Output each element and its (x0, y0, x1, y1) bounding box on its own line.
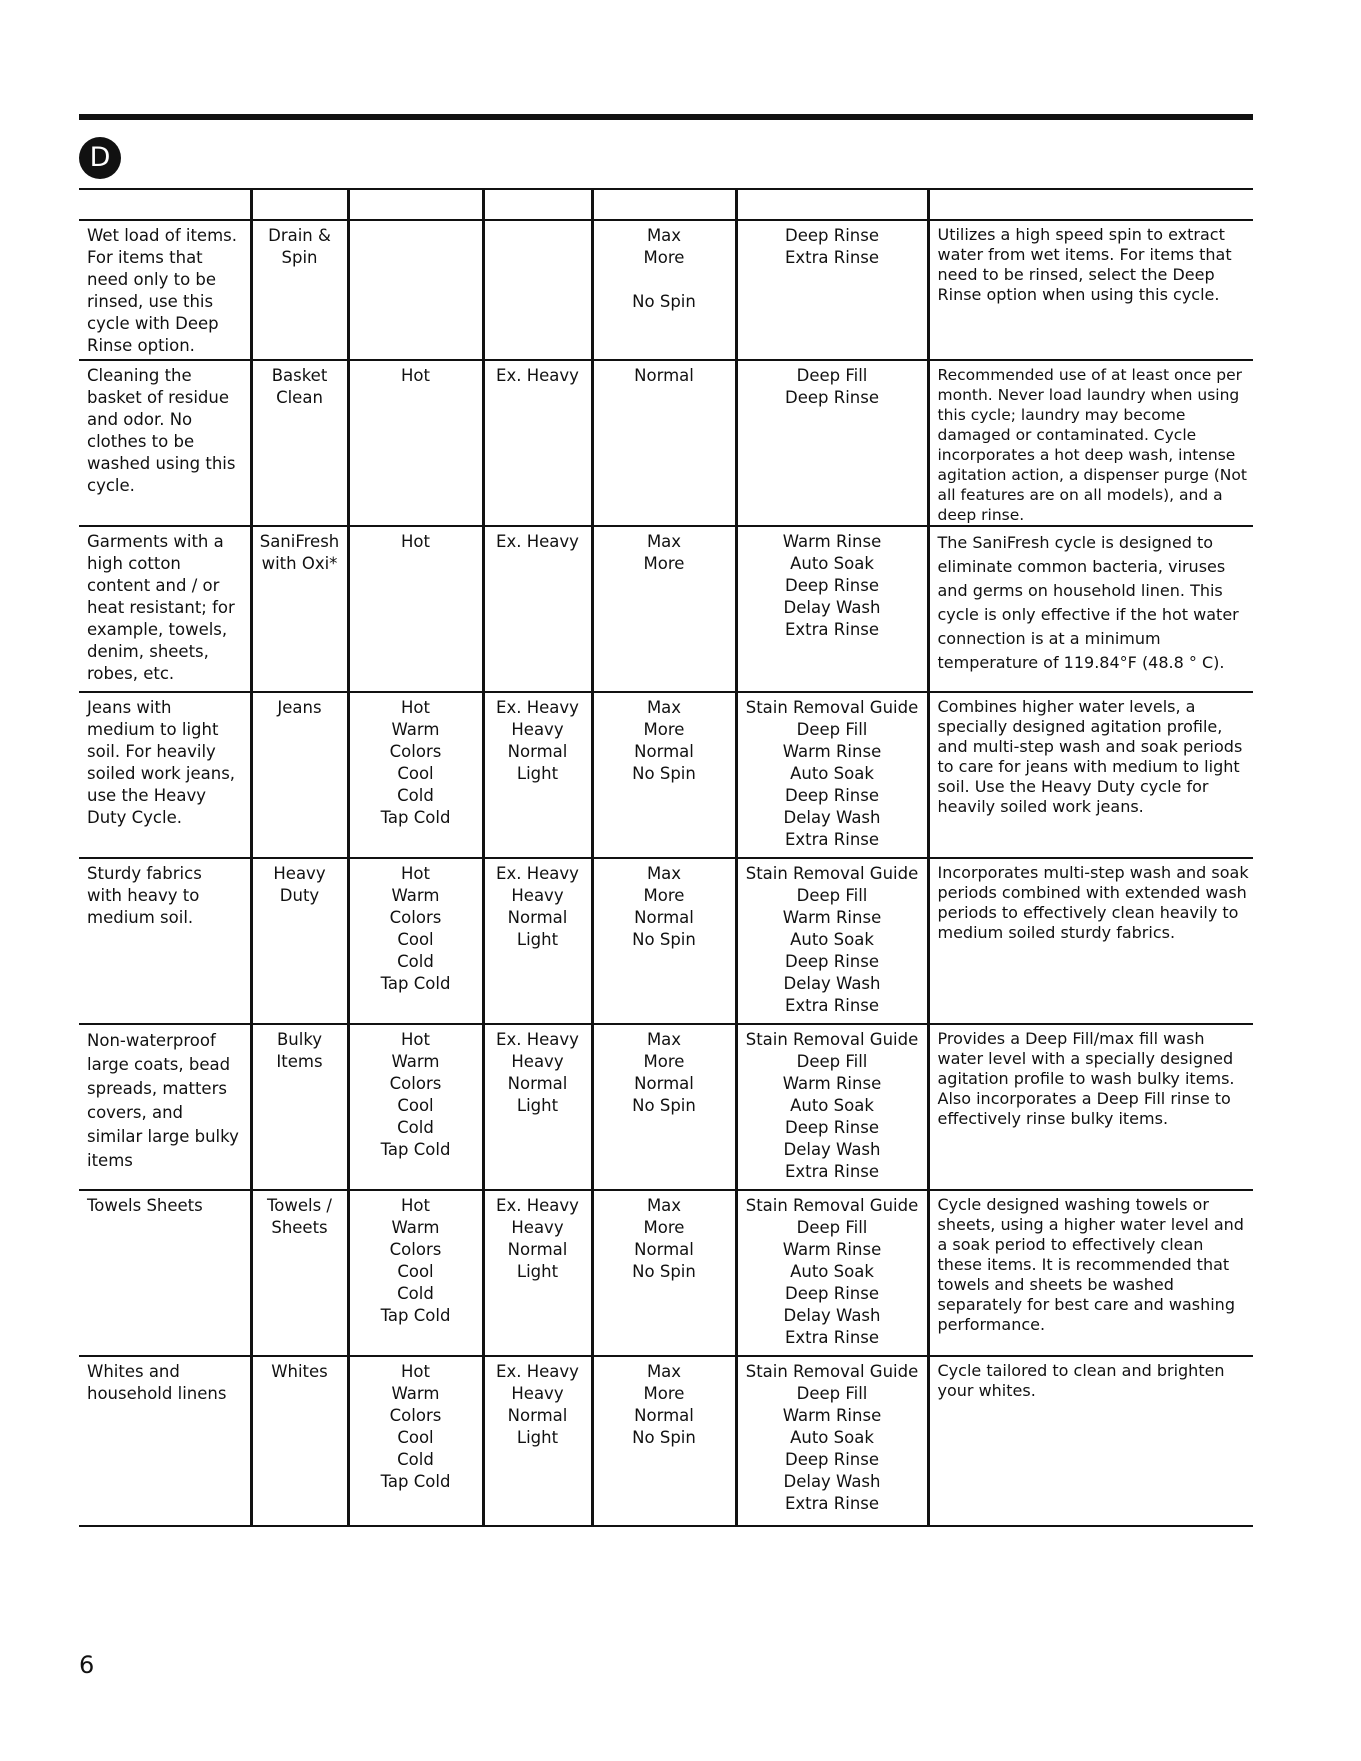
cell-line: Stain Removal Guide (745, 1030, 919, 1049)
cell-line: with Oxi* (261, 554, 338, 573)
cell-line: Auto Soak (790, 930, 874, 949)
temp-cell (348, 220, 483, 360)
cell-line: More (643, 720, 685, 739)
header-cell-what (79, 189, 251, 220)
cell-line: More (643, 554, 685, 573)
description-cell: Incorporates multi-step wash and soak periods combined with extended wash periods to effectively clean heavily to medium soiled sturdy fabrics. (928, 858, 1253, 1024)
cell-line: Max (646, 532, 682, 551)
cell-line: Warm (391, 1218, 440, 1237)
cell-line: Stain Removal Guide (745, 698, 919, 717)
cell-line: Ex. Heavy (496, 532, 579, 551)
table-row (79, 360, 1253, 526)
cell-line: Light (516, 764, 559, 783)
header-cell-cycle (251, 189, 348, 220)
cell-line: Towels / (266, 1196, 332, 1215)
temp-cell (348, 858, 483, 1024)
cell-line: Extra Rinse (784, 1328, 880, 1347)
cell-line: Ex. Heavy (496, 864, 579, 883)
description-cell: The SaniFresh cycle is designed to eliminate common bacteria, viruses and germs on household linen. This cycle is only effective if the hot water connection is at a minimum temperature of 119.84°F (48.8 ° C). (928, 526, 1253, 692)
cell-line: Warm (391, 1052, 440, 1071)
cell-line: Auto Soak (790, 1428, 874, 1447)
cell-line: Warm (391, 720, 440, 739)
cell-line: Light (516, 1096, 559, 1115)
options-cell (736, 220, 928, 360)
cell-line: Auto Soak (790, 1262, 874, 1281)
soil-cell (483, 220, 592, 360)
header-cell-temp (348, 189, 483, 220)
cell-line: Max (646, 1362, 682, 1381)
cell-line: Jeans (277, 698, 322, 717)
description-cell: Provides a Deep Fill/max fill wash water level with a specially designed agitation profile to wash bulky items. Also incorporates a Deep Fill rinse to effectively rinse bulky items. (928, 1024, 1253, 1190)
cell-line: Extra Rinse (784, 248, 880, 267)
cell-line: Cold (397, 786, 434, 805)
options-cell (736, 1024, 928, 1190)
cell-line: Extra Rinse (784, 830, 880, 849)
options-cell (736, 1356, 928, 1526)
cell-line: SaniFresh (259, 532, 340, 551)
cell-line: Ex. Heavy (496, 1196, 579, 1215)
cell-line: Max (646, 698, 682, 717)
cell-line: Deep Rinse (785, 226, 879, 245)
soil-cell (483, 1190, 592, 1356)
cell-line: Auto Soak (790, 764, 874, 783)
soil-cell (483, 1024, 592, 1190)
cell-line: Warm Rinse (782, 1406, 882, 1425)
cell-line: Colors (389, 742, 442, 761)
cell-line: Deep Rinse (785, 1450, 879, 1469)
cell-line: Heavy (511, 720, 564, 739)
cell-line: Hot (401, 532, 430, 551)
cell-line: Cool (397, 1262, 434, 1281)
cell-line: Normal (634, 742, 694, 761)
cell-line: Cool (397, 1096, 434, 1115)
soil-cell (483, 526, 592, 692)
what-to-wash-cell: Cleaning the basket of residue and odor. No clothes to be washed using this cycle. (79, 360, 251, 526)
cell-line: Tap Cold (380, 974, 451, 993)
cycle-cell (251, 1190, 348, 1356)
options-cell (736, 858, 928, 1024)
cell-line: Normal (634, 1240, 694, 1259)
cell-line: Auto Soak (790, 1096, 874, 1115)
cell-line: Colors (389, 1406, 442, 1425)
temp-cell (348, 1190, 483, 1356)
cell-line: Normal (507, 1406, 568, 1425)
cell-line: Hot (401, 366, 430, 385)
cell-line: Heavy (511, 1384, 564, 1403)
cell-line: Delay Wash (783, 1140, 881, 1159)
what-to-wash-cell: Sturdy fabrics with heavy to medium soil. (79, 858, 251, 1024)
cycle-cell (251, 1356, 348, 1526)
cycle-cell (251, 220, 348, 360)
cell-line: No Spin (632, 1262, 696, 1281)
temp-cell (348, 692, 483, 858)
cell-line: Hot (401, 1362, 430, 1381)
cell-line: Light (516, 930, 559, 949)
cell-line: Heavy (511, 1052, 564, 1071)
table-row (79, 220, 1253, 360)
cell-line: Deep Rinse (785, 952, 879, 971)
soil-cell (483, 1356, 592, 1526)
spin-cell (592, 1024, 736, 1190)
cycle-cell (251, 1024, 348, 1190)
what-to-wash-cell: Garments with a high cotton content and / or heat resistant; for example, towels, denim, sheets, robes, etc. (79, 526, 251, 692)
cell-line: Heavy (511, 1218, 564, 1237)
what-to-wash-cell: Non-waterproof large coats, bead spreads, matters covers, and similar large bulky items (79, 1024, 251, 1190)
cell-line: Whites (271, 1362, 328, 1381)
cell-line: Cold (397, 1284, 434, 1303)
cell-line: Deep Rinse (785, 1284, 879, 1303)
cell-line: Delay Wash (783, 1472, 881, 1491)
cell-line: Warm Rinse (782, 908, 882, 927)
cell-line: Cold (397, 1450, 434, 1469)
cell-line: Deep Rinse (785, 786, 879, 805)
blank-line (596, 269, 733, 291)
cell-line: Delay Wash (783, 808, 881, 827)
temp-cell (348, 526, 483, 692)
cell-line: No Spin (632, 1428, 696, 1447)
cell-line: Hot (401, 1030, 430, 1049)
spin-cell (592, 692, 736, 858)
cell-line: Items (276, 1052, 323, 1071)
cell-line: Colors (389, 1074, 442, 1093)
table-row (79, 692, 1253, 858)
cell-line: More (643, 248, 685, 267)
description-cell: Recommended use of at least once per month. Never load laundry when using this cycle; laundry may become damaged or contaminated. Cycle incorporates a hot deep wash, intense agitation action, a dispenser purge (Not all features are on all models), and a deep rinse. (928, 360, 1253, 526)
cell-line: Hot (401, 698, 430, 717)
table-header-row (79, 189, 1253, 220)
cell-line: Tap Cold (380, 1306, 451, 1325)
cell-line: Normal (634, 1074, 694, 1093)
cell-line: Clean (276, 388, 323, 407)
cell-line: Cool (397, 764, 434, 783)
cell-line: Heavy (511, 886, 564, 905)
description-cell: Cycle tailored to clean and brighten your whites. (928, 1356, 1253, 1526)
cycle-cell (251, 692, 348, 858)
cell-line: More (643, 1384, 685, 1403)
cell-line: Normal (634, 366, 694, 385)
cell-line: Normal (634, 908, 694, 927)
cell-line: No Spin (632, 292, 696, 311)
cell-line: Ex. Heavy (496, 366, 579, 385)
description-cell: Cycle designed washing towels or sheets, using a higher water level and a soak period to effectively clean these items. It is recommended that towels and sheets be washed separately for best care and washing performance. (928, 1190, 1253, 1356)
cell-line: Normal (507, 1240, 568, 1259)
header-cell-description (928, 189, 1253, 220)
cell-line: Tap Cold (380, 1140, 451, 1159)
cell-line: Max (646, 864, 682, 883)
cell-line: Delay Wash (783, 974, 881, 993)
cell-line: Delay Wash (783, 598, 881, 617)
cell-line: Extra Rinse (784, 1494, 880, 1513)
cell-line: Delay Wash (783, 1306, 881, 1325)
cell-line: Colors (389, 1240, 442, 1259)
cell-line: Cool (397, 1428, 434, 1447)
cell-line: Basket (271, 366, 328, 385)
cycle-cell (251, 526, 348, 692)
soil-cell (483, 858, 592, 1024)
what-to-wash-cell: Whites and household linens (79, 1356, 251, 1526)
cell-line: Stain Removal Guide (745, 864, 919, 883)
cell-line: Max (646, 1196, 682, 1215)
cell-line: Warm Rinse (782, 1074, 882, 1093)
description-cell: Utilizes a high speed spin to extract water from wet items. For items that need to be rinsed, select the Deep Rinse option when using this cycle. (928, 220, 1253, 360)
cell-line: Cold (397, 1118, 434, 1137)
cell-line: Deep Fill (796, 886, 868, 905)
cell-line: Hot (401, 864, 430, 883)
cell-line: Ex. Heavy (496, 698, 579, 717)
top-rule (79, 114, 1253, 120)
cell-line: Ex. Heavy (496, 1030, 579, 1049)
cell-line: Auto Soak (790, 554, 874, 573)
cell-line: Deep Fill (796, 1384, 868, 1403)
cell-line: Warm (391, 1384, 440, 1403)
cell-line: Duty (279, 886, 320, 905)
table-row (79, 526, 1253, 692)
cell-line: Deep Fill (796, 366, 868, 385)
temp-cell (348, 1356, 483, 1526)
table-row (79, 1356, 1253, 1526)
cell-line: Deep Fill (796, 720, 868, 739)
options-cell (736, 526, 928, 692)
cell-line: Deep Rinse (785, 388, 879, 407)
spin-cell (592, 360, 736, 526)
cell-line: No Spin (632, 764, 696, 783)
soil-cell (483, 360, 592, 526)
cell-line: Normal (634, 1406, 694, 1425)
spin-cell (592, 858, 736, 1024)
cell-line: Extra Rinse (784, 620, 880, 639)
cycle-cell (251, 360, 348, 526)
temp-cell (348, 1024, 483, 1190)
cell-line: No Spin (632, 1096, 696, 1115)
table-row (79, 1024, 1253, 1190)
cell-line: Max (646, 226, 682, 245)
cell-line: Extra Rinse (784, 996, 880, 1015)
cell-line: Warm (391, 886, 440, 905)
options-cell (736, 692, 928, 858)
spin-cell (592, 526, 736, 692)
cell-line: Heavy (273, 864, 326, 883)
cell-line: More (643, 1218, 685, 1237)
cell-line: Cold (397, 952, 434, 971)
cell-line: Tap Cold (380, 1472, 451, 1491)
cell-line: Extra Rinse (784, 1162, 880, 1181)
cell-line: Stain Removal Guide (745, 1362, 919, 1381)
cell-line: Warm Rinse (782, 1240, 882, 1259)
cell-line: Warm Rinse (782, 742, 882, 761)
cycle-cell (251, 858, 348, 1024)
spin-cell (592, 220, 736, 360)
cell-line: Light (516, 1428, 559, 1447)
cell-line: Stain Removal Guide (745, 1196, 919, 1215)
header-cell-spin (592, 189, 736, 220)
table-row (79, 1190, 1253, 1356)
options-cell (736, 360, 928, 526)
cell-line: Ex. Heavy (496, 1362, 579, 1381)
spin-cell (592, 1356, 736, 1526)
cell-line: Max (646, 1030, 682, 1049)
cell-line: Hot (401, 1196, 430, 1215)
cell-line: No Spin (632, 930, 696, 949)
cell-line: Tap Cold (380, 808, 451, 827)
cell-line: Light (516, 1262, 559, 1281)
spin-cell (592, 1190, 736, 1356)
header-cell-soil (483, 189, 592, 220)
page-number: 6 (79, 1651, 95, 1679)
cell-line: Warm Rinse (782, 532, 882, 551)
cell-line: Normal (507, 908, 568, 927)
what-to-wash-cell: Jeans with medium to light soil. For heavily soiled work jeans, use the Heavy Duty Cycle. (79, 692, 251, 858)
cell-line: Colors (389, 908, 442, 927)
cycle-table (79, 188, 1253, 1527)
options-cell (736, 1190, 928, 1356)
cell-line: More (643, 1052, 685, 1071)
cell-line: Drain & (268, 226, 331, 245)
cell-line: Normal (507, 1074, 568, 1093)
cell-line: Deep Fill (796, 1052, 868, 1071)
cell-line: Sheets (271, 1218, 328, 1237)
section-badge: D (79, 137, 121, 179)
cell-line: Cool (397, 930, 434, 949)
cell-line: Spin (281, 248, 318, 267)
cell-line: Deep Rinse (785, 576, 879, 595)
cell-line: Normal (507, 742, 568, 761)
header-cell-options (736, 189, 928, 220)
temp-cell (348, 360, 483, 526)
cell-line: Deep Rinse (785, 1118, 879, 1137)
what-to-wash-cell: Wet load of items. For items that need only to be rinsed, use this cycle with Deep Rinse option. (79, 220, 251, 360)
cell-line: Deep Fill (796, 1218, 868, 1237)
cell-line: More (643, 886, 685, 905)
table-row (79, 858, 1253, 1024)
cell-line: Bulky (276, 1030, 323, 1049)
soil-cell (483, 692, 592, 858)
what-to-wash-cell: Towels Sheets (79, 1190, 251, 1356)
description-cell: Combines higher water levels, a specially designed agitation profile, and multi-step wash and soak periods to care for jeans with medium to light soil. Use the Heavy Duty cycle for heavily soiled work jeans. (928, 692, 1253, 858)
